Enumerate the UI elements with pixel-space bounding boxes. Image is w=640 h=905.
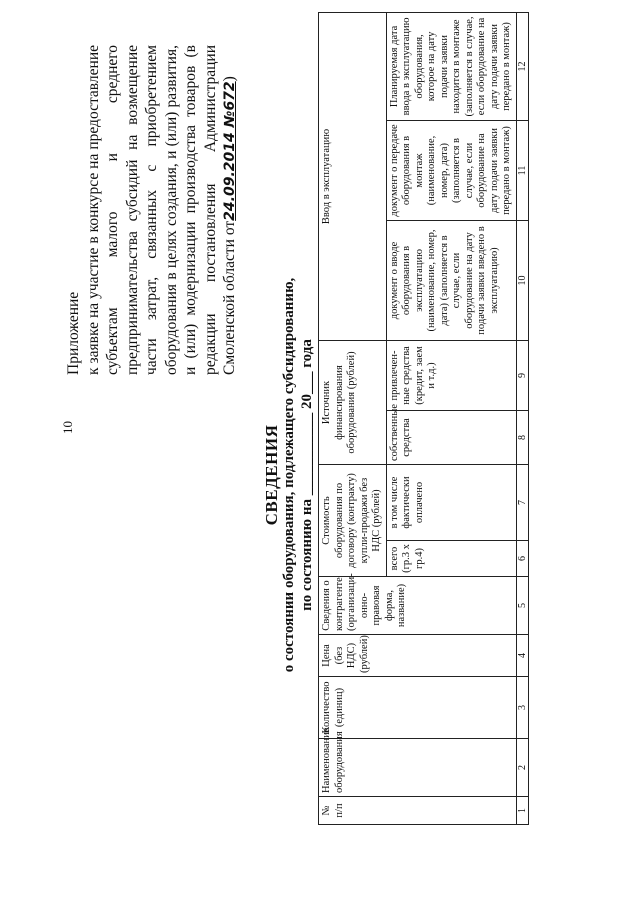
col-contractor-header: Сведения о контрагенте (организаци-онно-правовая форма, название) (319, 577, 517, 635)
col-source-header: Источник финансирования оборудования (рублей) (319, 340, 387, 464)
col-qty-header: Количество (единиц) (319, 677, 517, 739)
col-num-header: № п/п (319, 797, 517, 825)
appendix-body: к заявке на участие в конкурсе на предоставление субъектам малого и среднего предпринимательства субсидий на возмещение части затрат, связанных с приобретением оборудования в целях создания, и (или) развития, и (или) модернизации производства товаров (в редакции постановления Администрации Смоленской области от (84, 45, 238, 375)
column-number: 2 (516, 739, 528, 797)
signature-date: 24.09.2014 №672 (222, 81, 238, 221)
column-number-row (516, 12, 528, 824)
col-commission-doc-header: документ о вводе оборудования в эксплуатацию (наименование, номер, дата) (заполняется в случае, если оборудование на дату подачи заявки введено в эксплуатацию) (386, 220, 516, 340)
col-borrowed-funds-header: привлечен-ные средства (кредит, заем и т.д.) (386, 340, 516, 410)
column-number: 8 (516, 411, 528, 465)
column-number: 10 (516, 220, 528, 340)
column-number: 6 (516, 541, 528, 577)
col-name-header: Наименование оборудования (319, 739, 517, 797)
col-total-header: всего (гр.3 х гр.4) (386, 541, 516, 577)
doc-subtitle: о состоянии оборудования, подлежащего субсидированию, (281, 277, 297, 673)
column-number: 4 (516, 635, 528, 677)
col-mounting-doc-header: документ о передаче оборудования в монтаж (наименование, номер, дата) (заполняется в случае, если оборудование на дату подачи заявки передано в монтаж) (386, 120, 516, 220)
col-price-header: Цена (без НДС) (рублей) (319, 635, 517, 677)
appendix-title: Приложение (65, 291, 82, 375)
column-number: 9 (516, 340, 528, 410)
doc-title: СВЕДЕНИЯ (262, 424, 281, 526)
column-number: 3 (516, 677, 528, 739)
page-number: 10 (60, 421, 75, 434)
appendix-block (64, 45, 241, 375)
col-planned-date-header: Планируемая дата ввода в эксплуатацию оборудования, которое на дату подачи заявки находится в монтаже (заполняется в случае, если оборудование на дату подачи заявки передано в монтаж) (386, 12, 516, 120)
column-number: 11 (516, 120, 528, 220)
column-number: 7 (516, 465, 528, 541)
header-row-1 (319, 12, 387, 824)
doc-date-line: по состоянию на ___________ 20___ года (299, 339, 315, 611)
col-own-funds-header: собственные средства (386, 411, 516, 465)
col-cost-header: Стоимость оборудования по договору (контракту) купли-продажи без НДС (рублей) (319, 465, 387, 577)
column-number: 1 (516, 797, 528, 825)
column-number: 5 (516, 577, 528, 635)
appendix-text (84, 45, 241, 375)
col-paid-header: в том числе фактически оплачено (386, 465, 516, 541)
column-number: 12 (516, 12, 528, 120)
col-commission-header: Ввод в эксплуатацию (319, 12, 387, 340)
appendix-closing: ) (221, 76, 238, 82)
equipment-table (318, 12, 529, 825)
